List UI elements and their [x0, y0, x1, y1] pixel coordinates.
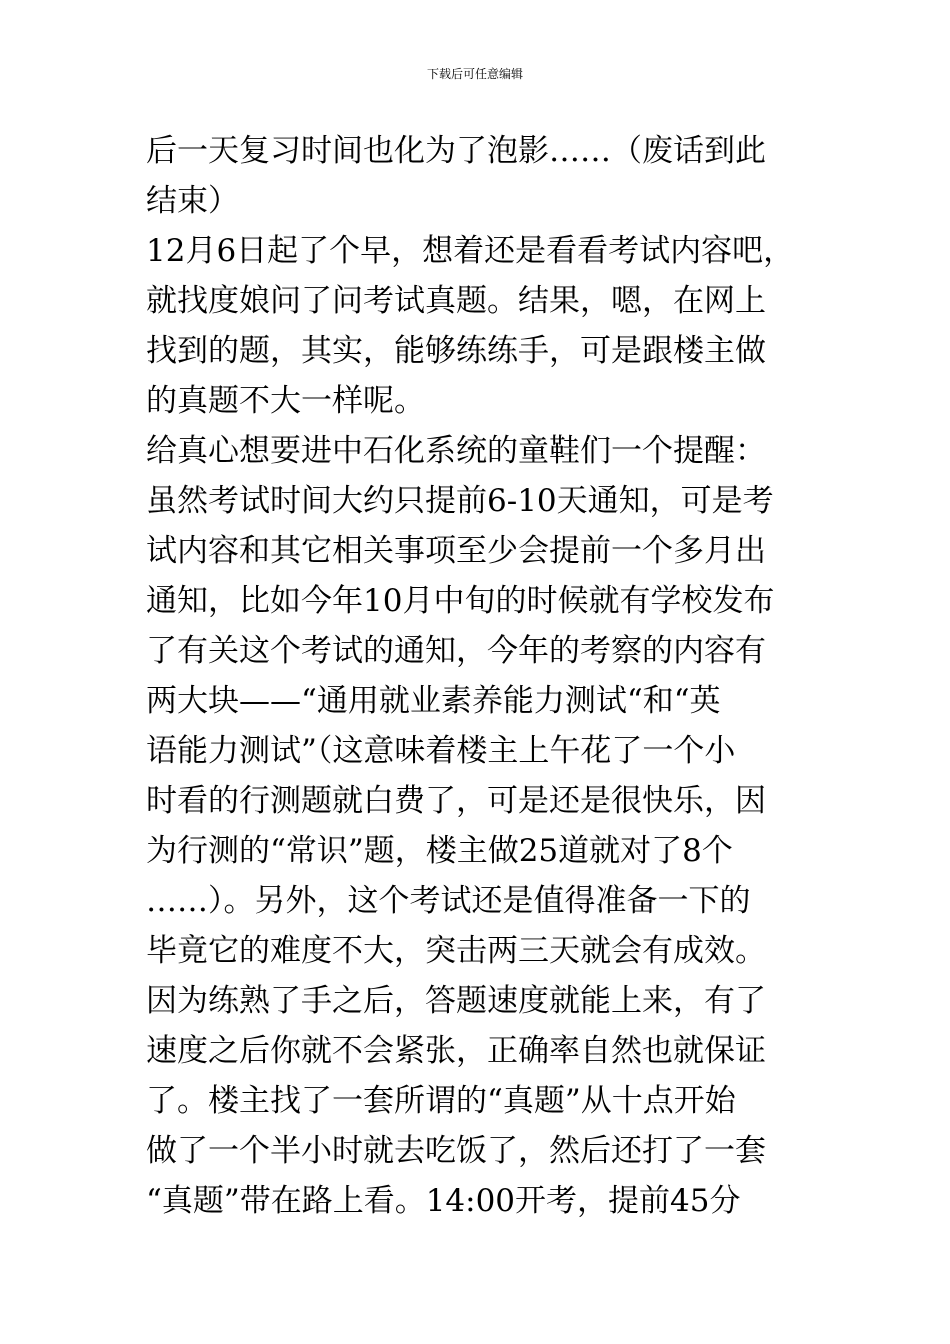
text-line: 为行测的“常识”题，楼主做25道就对了8个	[146, 833, 733, 869]
text-line: 12月6日起了个早，想着还是看看考试内容吧，	[146, 233, 795, 269]
text-line: 语能力测试”（这意味着楼主上午花了一个小	[146, 733, 736, 769]
text-line: 因为练熟了手之后，答题速度就能上来，有了	[146, 983, 766, 1019]
text-line: 的真题不大一样呢。	[146, 383, 425, 419]
text-line: 找到的题，其实，能够练练手，可是跟楼主做	[146, 333, 766, 369]
text-line: 给真心想要进中石化系统的童鞋们一个提醒：	[146, 433, 766, 469]
text-line: 毕竟它的难度不大，突击两三天就会有成效。	[146, 933, 766, 969]
body-text	[146, 126, 818, 1226]
text-line: 做了一个半小时就去吃饭了，然后还打了一套	[146, 1133, 766, 1169]
text-line: 虽然考试时间大约只提前6-10天通知，可是考	[146, 483, 774, 519]
text-line: 了有关这个考试的通知，今年的考察的内容有	[146, 633, 766, 669]
text-line: 时看的行测题就白费了，可是还是很快乐，因	[146, 783, 766, 819]
text-line: 了。楼主找了一套所谓的“真题”从十点开始	[146, 1083, 736, 1119]
text-line: 速度之后你就不会紧张，正确率自然也就保证	[146, 1033, 766, 1069]
text-line: “真题”带在路上看。14:00开考，提前45分	[146, 1183, 741, 1219]
page-header: 下载后可任意编辑	[426, 67, 523, 81]
text-line: 试内容和其它相关事项至少会提前一个多月出	[146, 533, 766, 569]
text-line: 结束）	[146, 183, 239, 219]
text-line: 通知，比如今年10月中旬的时候就有学校发布	[146, 583, 775, 619]
text-line: 就找度娘问了问考试真题。结果，嗯，在网上	[146, 283, 766, 319]
text-line: ……）。另外，这个考试还是值得准备一下的	[146, 883, 751, 919]
text-line: 两大块——“通用就业素养能力测试“和“英	[146, 683, 721, 719]
text-line: 后一天复习时间也化为了泡影……（废话到此	[146, 133, 766, 169]
